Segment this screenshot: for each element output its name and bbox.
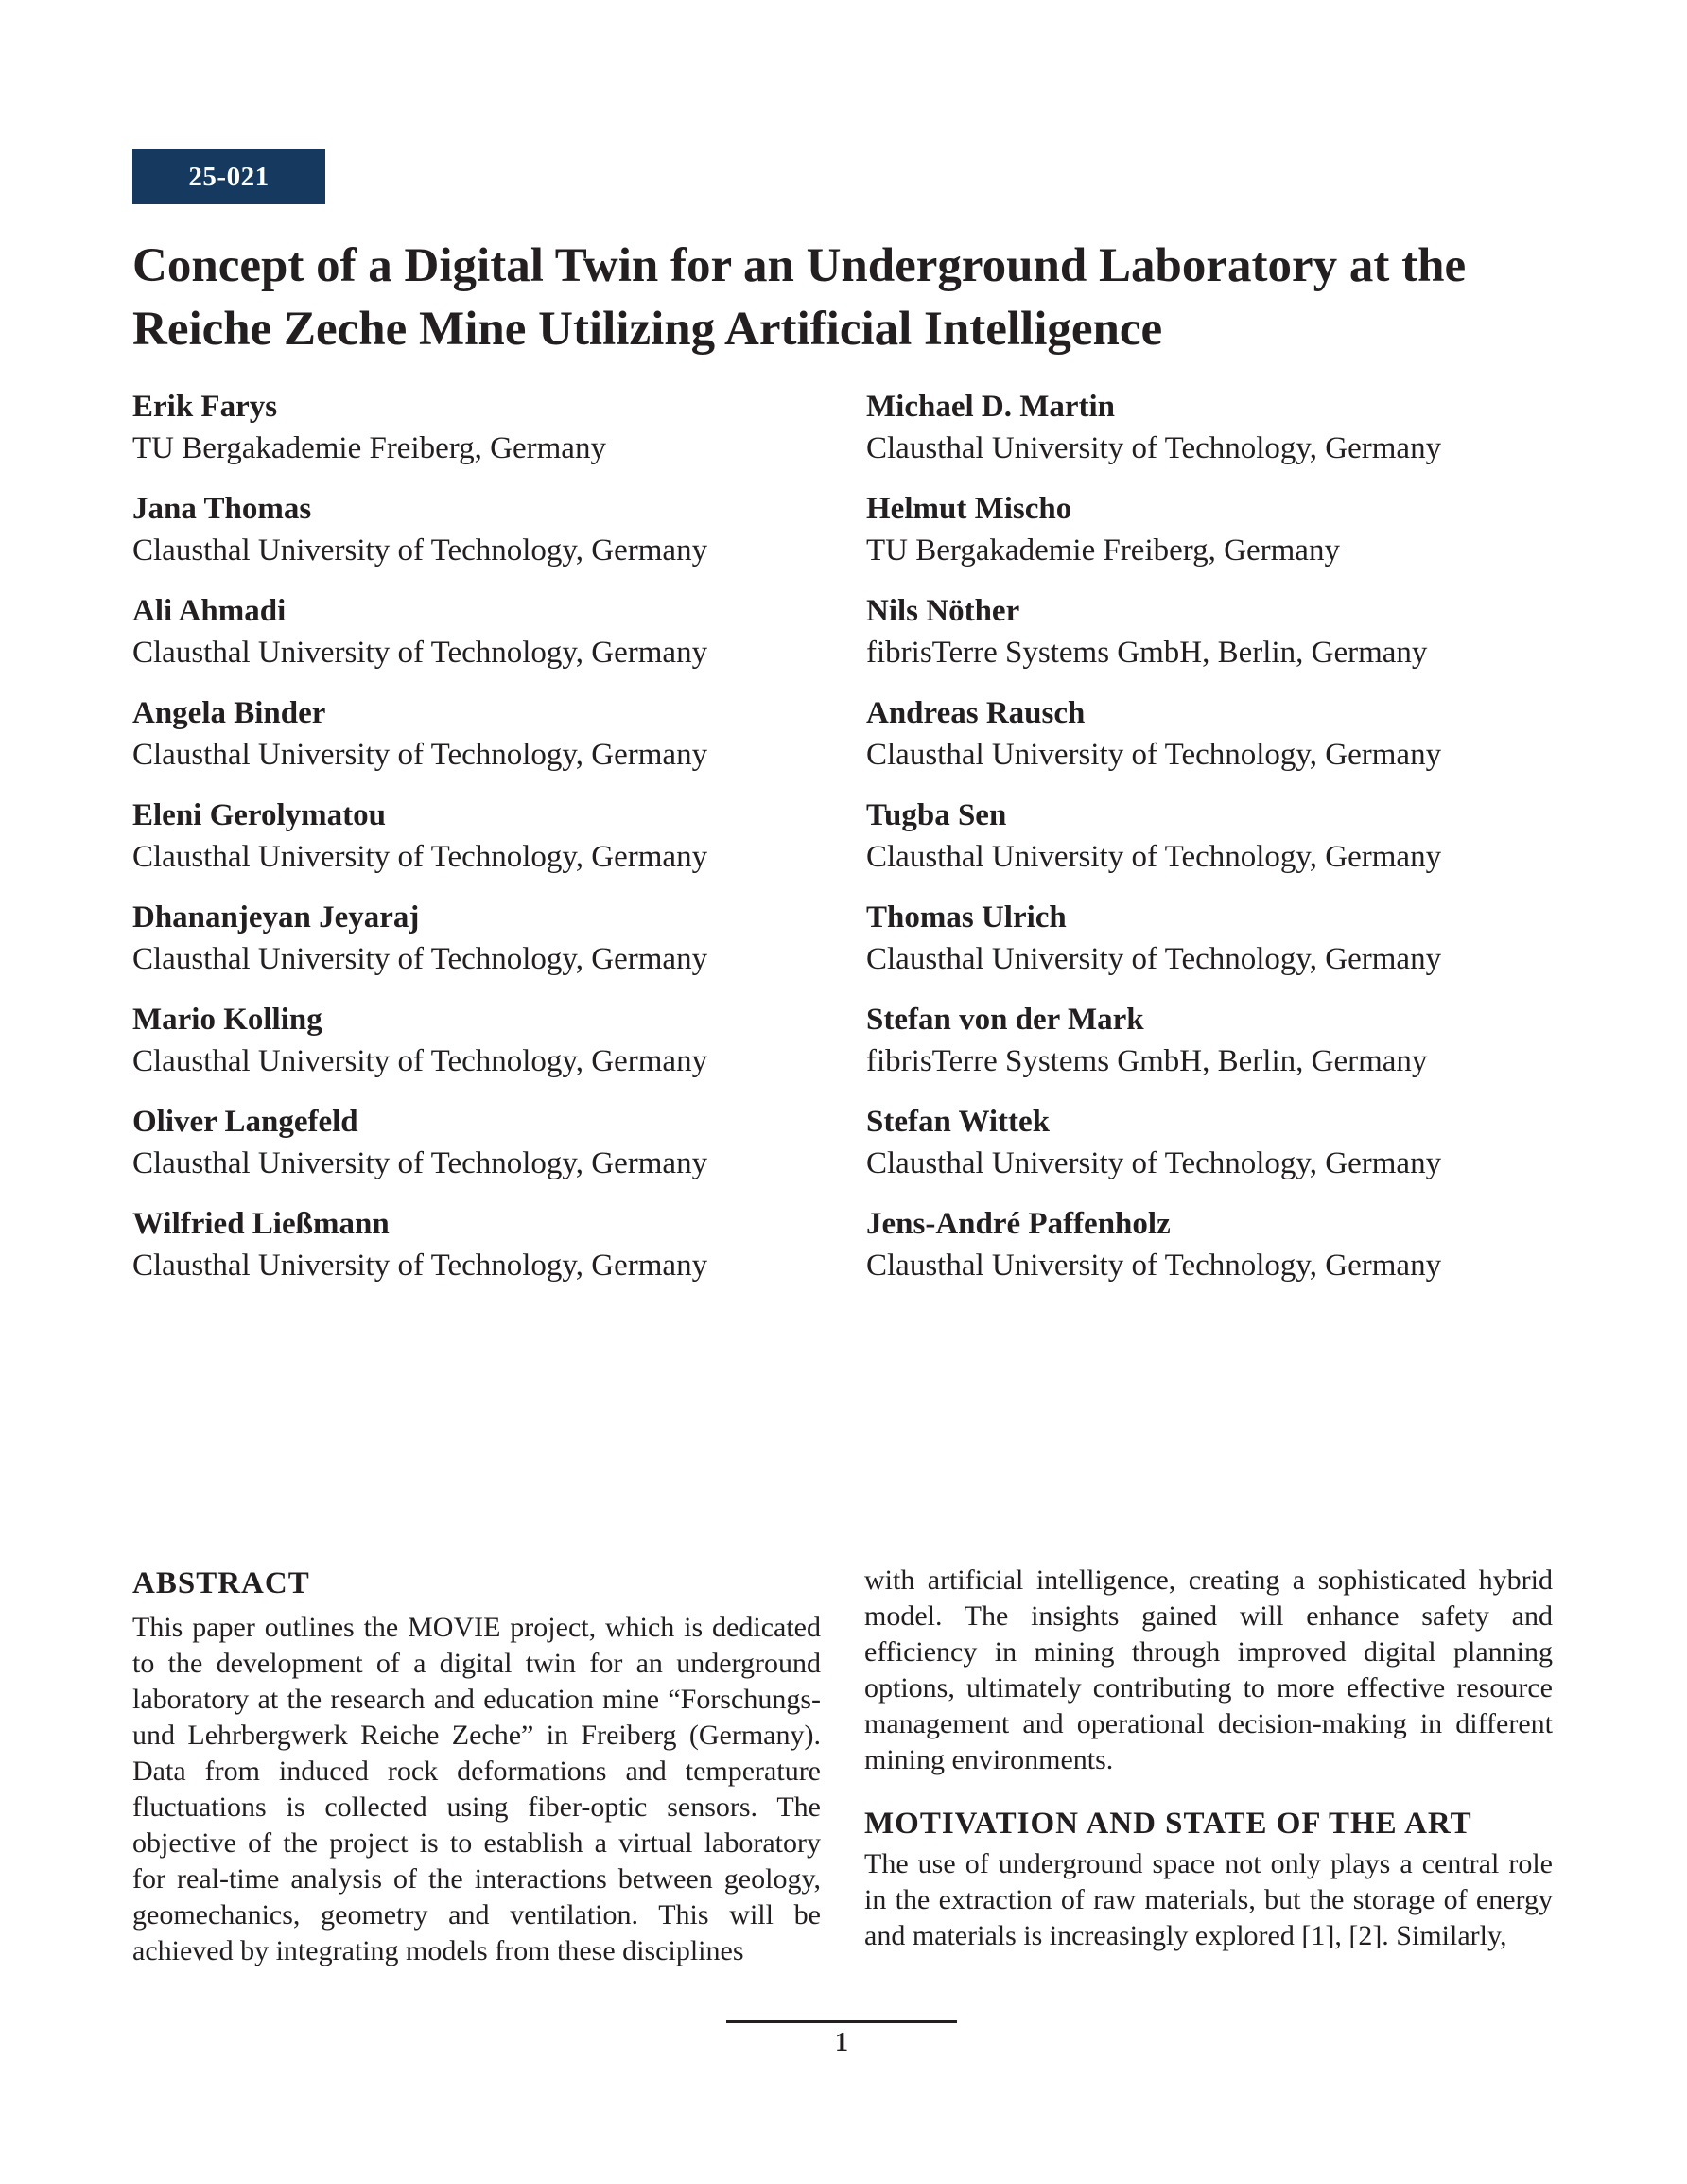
author-name: Jens-André Paffenholz <box>866 1207 1171 1241</box>
author-affiliation: Clausthal University of Technology, Germany <box>866 1249 1442 1283</box>
author-entry <box>132 795 866 878</box>
author-entry <box>866 795 1579 878</box>
author-name: Stefan Wittek <box>866 1105 1051 1139</box>
author-entry <box>132 692 866 776</box>
author-entry <box>132 897 866 980</box>
author-affiliation: Clausthal University of Technology, Germany <box>866 738 1442 772</box>
author-affiliation: Clausthal University of Technology, Germany <box>132 636 708 670</box>
author-name: Mario Kolling <box>132 1003 322 1037</box>
author-name: Dhananjeyan Jeyaraj <box>132 900 420 935</box>
right-column <box>864 1563 1553 1954</box>
author-affiliation: Clausthal University of Technology, Germany <box>866 840 1442 874</box>
author-affiliation: Clausthal University of Technology, Germany <box>132 1044 708 1078</box>
author-affiliation: Clausthal University of Technology, Germany <box>132 533 708 568</box>
motivation-text: The use of underground space not only plays a central role in the extraction of raw materials, but the storage of energy and materials is increasingly explored [1], [2]. Similarly, <box>864 1848 1553 1951</box>
author-name: Nils Nöther <box>866 594 1020 628</box>
author-entry <box>866 1203 1579 1286</box>
author-entry <box>132 488 866 571</box>
author-name: Andreas Rausch <box>866 696 1086 730</box>
author-name: Oliver Langefeld <box>132 1105 358 1139</box>
paper-title: Concept of a Digital Twin for an Underground Laboratory at the Reiche Zeche Mine Utilizing Artificial Intelligence <box>132 239 1467 356</box>
paper-id-badge: 25-021 <box>132 149 325 204</box>
author-name: Michael D. Martin <box>866 390 1116 424</box>
author-name: Ali Ahmadi <box>132 594 287 628</box>
author-entry <box>866 488 1579 571</box>
page-number: 1 <box>835 2028 848 2057</box>
author-affiliation: Clausthal University of Technology, Germany <box>866 431 1442 465</box>
author-entry <box>866 590 1579 673</box>
abstract-heading: ABSTRACT <box>132 1566 310 1600</box>
author-entry <box>866 692 1579 776</box>
author-entry <box>132 590 866 673</box>
author-name: Jana Thomas <box>132 492 312 526</box>
author-name: Eleni Gerolymatou <box>132 798 386 832</box>
author-entry <box>132 1101 866 1184</box>
author-affiliation: Clausthal University of Technology, Germany <box>132 942 708 976</box>
author-affiliation: Clausthal University of Technology, Germany <box>132 738 708 772</box>
author-name: Thomas Ulrich <box>866 900 1067 935</box>
author-affiliation: Clausthal University of Technology, Germany <box>132 1146 708 1180</box>
author-entry <box>866 386 1579 469</box>
author-name: Erik Farys <box>132 390 278 424</box>
abstract-column <box>132 1563 821 1969</box>
author-affiliation: Clausthal University of Technology, Germany <box>132 840 708 874</box>
author-entry <box>866 999 1579 1082</box>
author-affiliation: fibrisTerre Systems GmbH, Berlin, Germany <box>866 1044 1428 1078</box>
author-name: Helmut Mischo <box>866 492 1072 526</box>
footer-rule <box>726 2020 957 2023</box>
author-name: Stefan von der Mark <box>866 1003 1144 1037</box>
author-entry <box>132 386 866 469</box>
author-affiliation: Clausthal University of Technology, Germany <box>866 1146 1442 1180</box>
author-affiliation: Clausthal University of Technology, Germany <box>132 1249 708 1283</box>
author-entry <box>132 999 866 1082</box>
author-entry <box>866 1101 1579 1184</box>
author-affiliation: TU Bergakademie Freiberg, Germany <box>866 533 1340 568</box>
author-entry <box>866 897 1579 980</box>
abstract-text: This paper outlines the MOVIE project, which is dedicated to the development of a digital twin for an underground laboratory at the research and education mine “Forschungs- und Lehrbergwerk Reiche Zeche” in Freiberg (Germany). Data from induced rock deformations and temperature fluctuations is collected using fiber-optic sensors. The objective of the project is to establish a virtual laboratory for real-time analysis of the interactions between geology, geomechanics, geometry and ventilation. This will be achieved by integrating models from these disciplines <box>132 1612 821 1966</box>
author-affiliation: fibrisTerre Systems GmbH, Berlin, Germany <box>866 636 1428 670</box>
abstract-text-continued: with artificial intelligence, creating a sophisticated hybrid model. The insights gained will enhance safety and efficiency in mining through improved digital planning options, ultimately contributing to more effective resource management and operational decision-making in different mining environments. <box>864 1564 1553 1775</box>
author-affiliation: TU Bergakademie Freiberg, Germany <box>132 431 606 465</box>
author-list <box>132 386 1579 1286</box>
author-name: Tugba Sen <box>866 798 1007 832</box>
author-affiliation: Clausthal University of Technology, Germany <box>866 942 1442 976</box>
author-name: Angela Binder <box>132 696 326 730</box>
author-name: Wilfried Ließmann <box>132 1207 390 1241</box>
author-entry <box>132 1203 866 1286</box>
motivation-heading: MOTIVATION AND STATE OF THE ART <box>864 1807 1472 1841</box>
